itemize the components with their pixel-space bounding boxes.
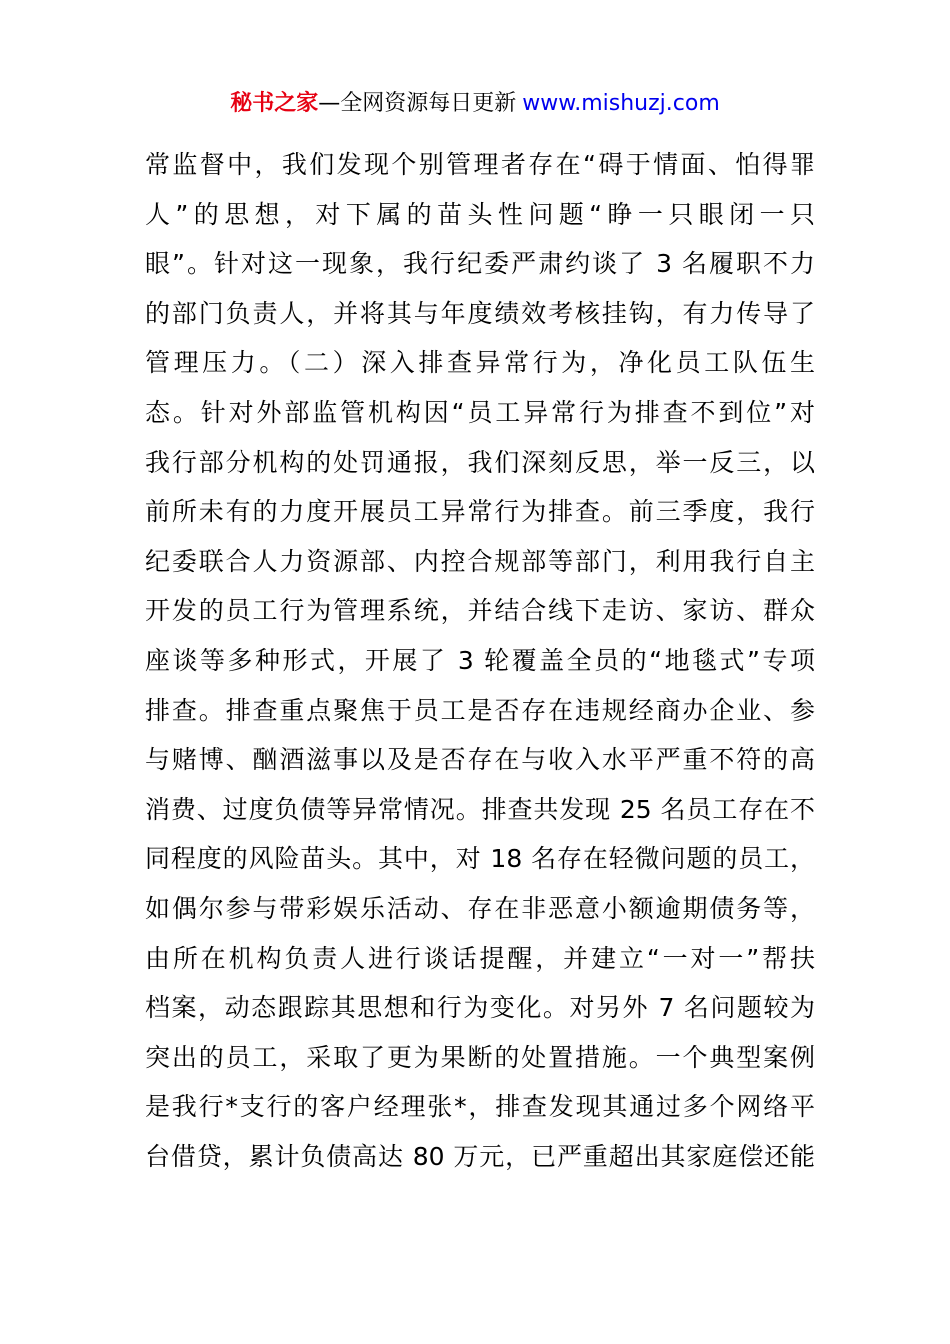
text-line: 如偶尔参与带彩娱乐活动、存在非恶意小额逾期债务等，: [145, 893, 815, 923]
text-line: 突出的员工，采取了更为果断的处置措施。一个典型案例: [145, 1042, 815, 1072]
text-line: 台借贷，累计负债高达 80 万元，已严重超出其家庭偿还能: [145, 1141, 815, 1171]
text-line: 由所在机构负责人进行谈话提醒，并建立“一对一”帮扶: [145, 943, 815, 973]
text-line: 的部门负责人，并将其与年度绩效考核挂钩，有力传导了: [145, 298, 815, 328]
text-line: 人”的思想，对下属的苗头性问题“睁一只眼闭一只: [145, 199, 815, 229]
text-line: 是我行*支行的客户经理张*，排查发现其通过多个网络平: [145, 1092, 815, 1122]
text-line: 开发的员工行为管理系统，并结合线下走访、家访、群众: [145, 596, 815, 626]
text-line: 同程度的风险苗头。其中，对 18 名存在轻微问题的员工，: [145, 844, 815, 874]
site-brand: 秘书之家: [230, 91, 319, 116]
text-line: 眼”。针对这一现象，我行纪委严肃约谈了 3 名履职不力: [145, 249, 815, 279]
text-line: 座谈等多种形式，开展了 3 轮覆盖全员的“地毯式”专项: [145, 645, 815, 675]
text-line: 档案，动态跟踪其思想和行为变化。对另外 7 名问题较为: [145, 993, 815, 1023]
text-line: 常监督中，我们发现个别管理者存在“碍于情面、怕得罪: [145, 150, 815, 179]
text-line: 消费、过度负债等异常情况。排查共发现 25 名员工存在不: [145, 794, 815, 824]
site-url-link[interactable]: www.mishuzj.com: [522, 91, 720, 116]
text-line: 我行部分机构的处罚通报，我们深刻反思，举一反三，以: [145, 447, 815, 477]
text-line: 管理压力。（二）深入排查异常行为，净化员工队伍生: [145, 348, 815, 378]
text-line: 前所未有的力度开展员工异常行为排查。前三季度，我行: [145, 497, 815, 527]
text-line: 排查。排查重点聚焦于员工是否存在违规经商办企业、参: [145, 695, 815, 725]
site-tagline: —全网资源每日更新: [318, 91, 517, 116]
site-header: [0, 86, 950, 122]
document-body: [145, 140, 815, 1181]
text-line: 纪委联合人力资源部、内控合规部等部门，利用我行自主: [145, 546, 815, 576]
text-line: 与赌博、酗酒滋事以及是否存在与收入水平严重不符的高: [145, 745, 815, 775]
text-line: 态。针对外部监管机构因“员工异常行为排查不到位”对: [145, 397, 815, 427]
